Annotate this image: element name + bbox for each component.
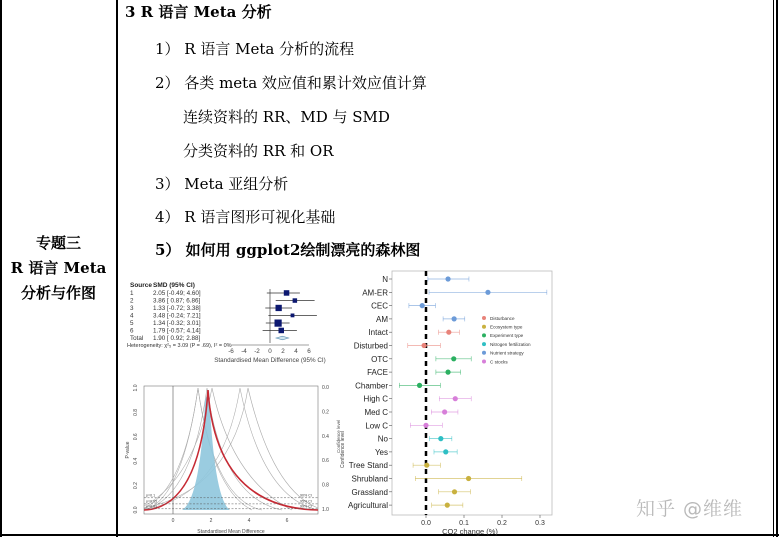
- row-label: Yes: [374, 447, 388, 457]
- row-label: Chamber: [355, 381, 388, 391]
- forest-row-smd: 3.86 [ 0.87; 6.86]: [153, 297, 201, 305]
- ggplot-forest-svg: [330, 268, 560, 536]
- forest-total-smd: 1.90 [ 0.92; 2.88]: [153, 335, 201, 342]
- xtick: 0.0: [421, 520, 431, 527]
- left-cell-line-2: R 语言 Meta: [10, 259, 107, 277]
- ref-line-label: 95% CI: [300, 499, 312, 504]
- estimate-point: [443, 449, 448, 454]
- list-item-3: 3） Meta 亚组分析: [155, 175, 289, 193]
- estimate-point: [445, 503, 450, 508]
- legend-item: Nutrient strategy: [490, 350, 524, 356]
- ytick: 0.4: [133, 457, 139, 465]
- row-label: FACE: [367, 368, 388, 378]
- forest-xtick: -4: [241, 348, 247, 355]
- estimate-point: [423, 423, 428, 428]
- forest-row-smd: 3.48 [-0.24; 7.21]: [153, 312, 201, 320]
- row-label: Grassland: [351, 487, 388, 497]
- forest-row-source: 2: [130, 297, 134, 305]
- forest-header-source: Source: [130, 282, 153, 289]
- ytick: 1.0: [133, 384, 139, 392]
- xlabel: CO2 change (%): [442, 527, 498, 536]
- row-label: OTC: [371, 354, 388, 364]
- estimate-point: [417, 383, 422, 388]
- row-label: Med C: [364, 408, 388, 417]
- ylabel: P-value: [125, 441, 131, 459]
- row-label: N: [382, 275, 388, 284]
- estimate-point: [422, 343, 427, 348]
- forest-pooled-diamond: [276, 336, 289, 340]
- ytick-right: 0.8: [322, 482, 329, 489]
- stray-confidence-label: Confidence level: [336, 419, 341, 453]
- forest-total-source: Total: [130, 335, 144, 342]
- forest-header-smd: SMD (95% CI): [153, 282, 195, 289]
- ref-line-label: p=0.05: [146, 499, 158, 504]
- list-item-5: 5） 如何用 ggplot2绘制漂亮的森林图: [155, 241, 421, 259]
- estimate-point: [442, 409, 447, 414]
- ref-line-label: p=0.01: [146, 504, 158, 509]
- estimate-point: [453, 396, 458, 401]
- row-label: CEC: [371, 301, 388, 311]
- forest-row-smd: 2.05 [-0.49; 4.60]: [153, 290, 201, 297]
- list-item-4: 4） R 语言图形可视化基础: [155, 208, 336, 226]
- row-label: High C: [363, 394, 388, 404]
- meta-forest-plot-svg: [125, 278, 350, 368]
- ylabel-right: Confidence level: [340, 431, 346, 468]
- row-label: AM-ER: [362, 288, 388, 298]
- xtick: 0.3: [535, 520, 545, 527]
- forest-xtick: 6: [307, 348, 311, 355]
- ref-line-label: p=0.1: [146, 493, 156, 498]
- forest-heterogeneity: Heterogeneity: χ²₅ = 3.09 (P = .69), I² = 0%: [127, 343, 232, 349]
- xtick: 4: [247, 518, 251, 524]
- ytick: 0.2: [133, 482, 139, 490]
- row-label: Disturbed: [353, 341, 388, 351]
- ytick-right: 0.6: [322, 458, 329, 465]
- estimate-point: [424, 463, 429, 468]
- table-right-border-inner: [773, 0, 774, 537]
- legend-item: Experiment type: [490, 333, 524, 339]
- forest-xtick: 2: [281, 348, 285, 355]
- row-label: Low C: [365, 421, 388, 431]
- ytick-right: 0.4: [322, 433, 329, 440]
- ytick-right: 0.0: [322, 385, 329, 391]
- forest-xtick: -2: [254, 348, 260, 355]
- ytick: 0.0: [133, 506, 139, 514]
- xlabel: Standardised Mean Difference: [197, 529, 265, 535]
- row-label: AM: [376, 314, 388, 324]
- forest-xtick: -6: [228, 348, 234, 355]
- estimate-point: [466, 476, 471, 481]
- pvalue-function-plot: [122, 380, 352, 535]
- left-cell-line-1: 专题三: [35, 234, 81, 252]
- forest-row-smd: 1.79 [-0.57; 4.14]: [153, 327, 201, 335]
- pvalue-plot-svg: [122, 380, 352, 535]
- estimate-point: [451, 356, 456, 361]
- estimate-point: [452, 489, 457, 494]
- estimate-point: [452, 316, 457, 321]
- left-cell-title: [0, 231, 117, 306]
- row-label: No: [377, 434, 388, 444]
- estimate-point: [438, 436, 443, 441]
- legend-item: Nitrogen fertilization: [490, 341, 531, 347]
- xtick: 6: [285, 518, 289, 524]
- forest-row-source: 3: [130, 305, 134, 312]
- list-item-2: 2） 各类 meta 效应值和累计效应值计算: [155, 74, 427, 92]
- forest-xtick: 0: [268, 348, 272, 355]
- forest-row-source: 1: [130, 290, 134, 297]
- ytick-right: 1.0: [322, 507, 329, 513]
- row-label: Tree Stand: [348, 461, 388, 471]
- row-label: Agricultural: [347, 501, 388, 511]
- table-right-border-outer: [776, 0, 778, 537]
- estimate-point: [445, 276, 450, 281]
- row-label: Shrubland: [351, 474, 388, 484]
- legend-item: Ecosystem type: [490, 324, 523, 330]
- forest-xtick: 4: [294, 348, 298, 355]
- ref-line-label: 90% CI: [300, 493, 312, 498]
- section-heading: 3 R 语言 Meta 分析: [125, 3, 272, 21]
- list-subitem-categorical: 分类资料的 RR 和 OR: [183, 142, 334, 160]
- xtick: 0.1: [459, 520, 469, 527]
- watermark: 知乎 @维维: [636, 498, 744, 520]
- list-subitem-continuous: 连续资料的 RR、MD 与 SMD: [183, 108, 390, 126]
- forest-row-smd: 1.34 [-0.32; 3.01]: [153, 320, 201, 327]
- estimate-point: [446, 330, 451, 335]
- legend-item: Disturbance: [490, 315, 515, 321]
- left-cell-line-3: 分析与作图: [20, 284, 96, 302]
- xtick: 0: [171, 518, 175, 524]
- xtick: 2: [209, 518, 213, 524]
- xtick: 0.2: [497, 520, 507, 527]
- meta-forest-plot: [125, 278, 350, 368]
- ref-line-label: 99% CI: [300, 504, 312, 509]
- forest-row-source: 6: [130, 327, 134, 335]
- legend-item: C stocks: [490, 359, 508, 365]
- estimate-point: [445, 370, 450, 375]
- ytick: 0.6: [133, 433, 139, 441]
- ytick: 0.8: [133, 408, 139, 416]
- estimate-point: [485, 290, 490, 295]
- list-item-1: 1） R 语言 Meta 分析的流程: [155, 40, 355, 58]
- ggplot-forest-plot: [330, 268, 560, 536]
- forest-row-smd: 1.33 [-0.72; 3.38]: [153, 305, 201, 312]
- forest-row-source: 4: [130, 312, 134, 320]
- estimate-point: [420, 303, 425, 308]
- forest-row-source: 5: [130, 320, 134, 327]
- ytick-right: 0.2: [322, 409, 329, 416]
- row-label: Intact: [368, 328, 388, 338]
- forest-xlabel: Standardised Mean Difference (95% CI): [214, 357, 326, 364]
